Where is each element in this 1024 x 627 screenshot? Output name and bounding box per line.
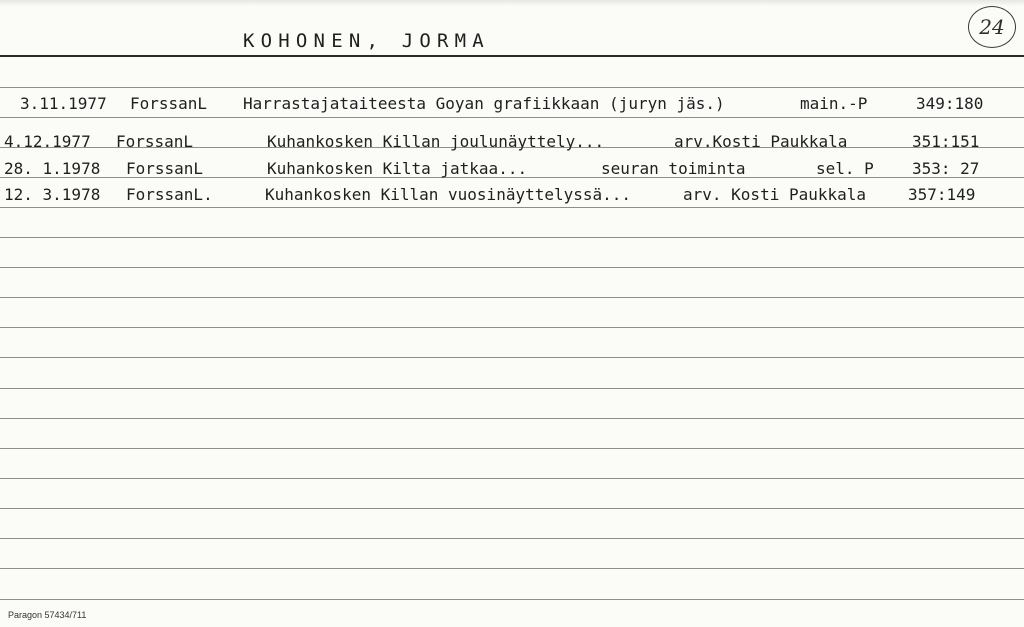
card-number-circle: 24 (968, 6, 1016, 48)
card-edge-shadow (0, 0, 1024, 6)
entry-title: Kuhankosken Killan joulunäyttely... (267, 132, 605, 151)
entry-source: ForssanL (116, 132, 194, 151)
entry-source: ForssanL (126, 159, 204, 178)
ruled-line (0, 538, 1024, 539)
entry-reference: 357:149 (908, 185, 976, 204)
ruled-line (0, 508, 1024, 509)
entry-reference: 349:180 (916, 94, 984, 113)
ruled-line (0, 357, 1024, 358)
card-title: KOHONEN, JORMA (243, 30, 490, 52)
header-rule (0, 55, 1024, 57)
entry-title: Kuhankosken Killan vuosinäyttelyssä... (265, 185, 632, 204)
ruled-line (0, 448, 1024, 449)
entry-reference: 351:151 (912, 132, 980, 151)
ruled-line (0, 418, 1024, 419)
entry-reference: 353: 27 (912, 159, 980, 178)
entry-topic: seuran toiminta (601, 159, 746, 178)
ruled-line (0, 87, 1024, 88)
entry-date: 3.11.1977 (20, 94, 107, 113)
card-entry (0, 185, 1024, 209)
ruled-line (0, 599, 1024, 600)
card-entry (0, 94, 1024, 118)
ruled-line (0, 568, 1024, 569)
card-print-code: Paragon 57434/711 (8, 610, 87, 620)
ruled-line (0, 478, 1024, 479)
card-entry (0, 132, 1024, 156)
ruled-line (0, 297, 1024, 298)
entry-note: sel. P (816, 159, 874, 178)
entry-note: main.-P (800, 94, 868, 113)
ruled-line (0, 267, 1024, 268)
entry-source: ForssanL. (126, 185, 213, 204)
card-entry (0, 159, 1024, 183)
entry-title: Kuhankosken Kilta jatkaa... (267, 159, 528, 178)
entry-date: 4.12.1977 (4, 132, 91, 151)
entry-date: 12. 3.1978 (4, 185, 101, 204)
entry-note: arv. Kosti Paukkala (683, 185, 867, 204)
entry-title: Harrastajataiteesta Goyan grafiikkaan (juryn jäs.) (243, 94, 725, 113)
ruled-line (0, 388, 1024, 389)
entry-note: arv.Kosti Paukkala (674, 132, 848, 151)
ruled-line (0, 327, 1024, 328)
entry-source: ForssanL (130, 94, 208, 113)
entry-date: 28. 1.1978 (4, 159, 101, 178)
ruled-line (0, 237, 1024, 238)
